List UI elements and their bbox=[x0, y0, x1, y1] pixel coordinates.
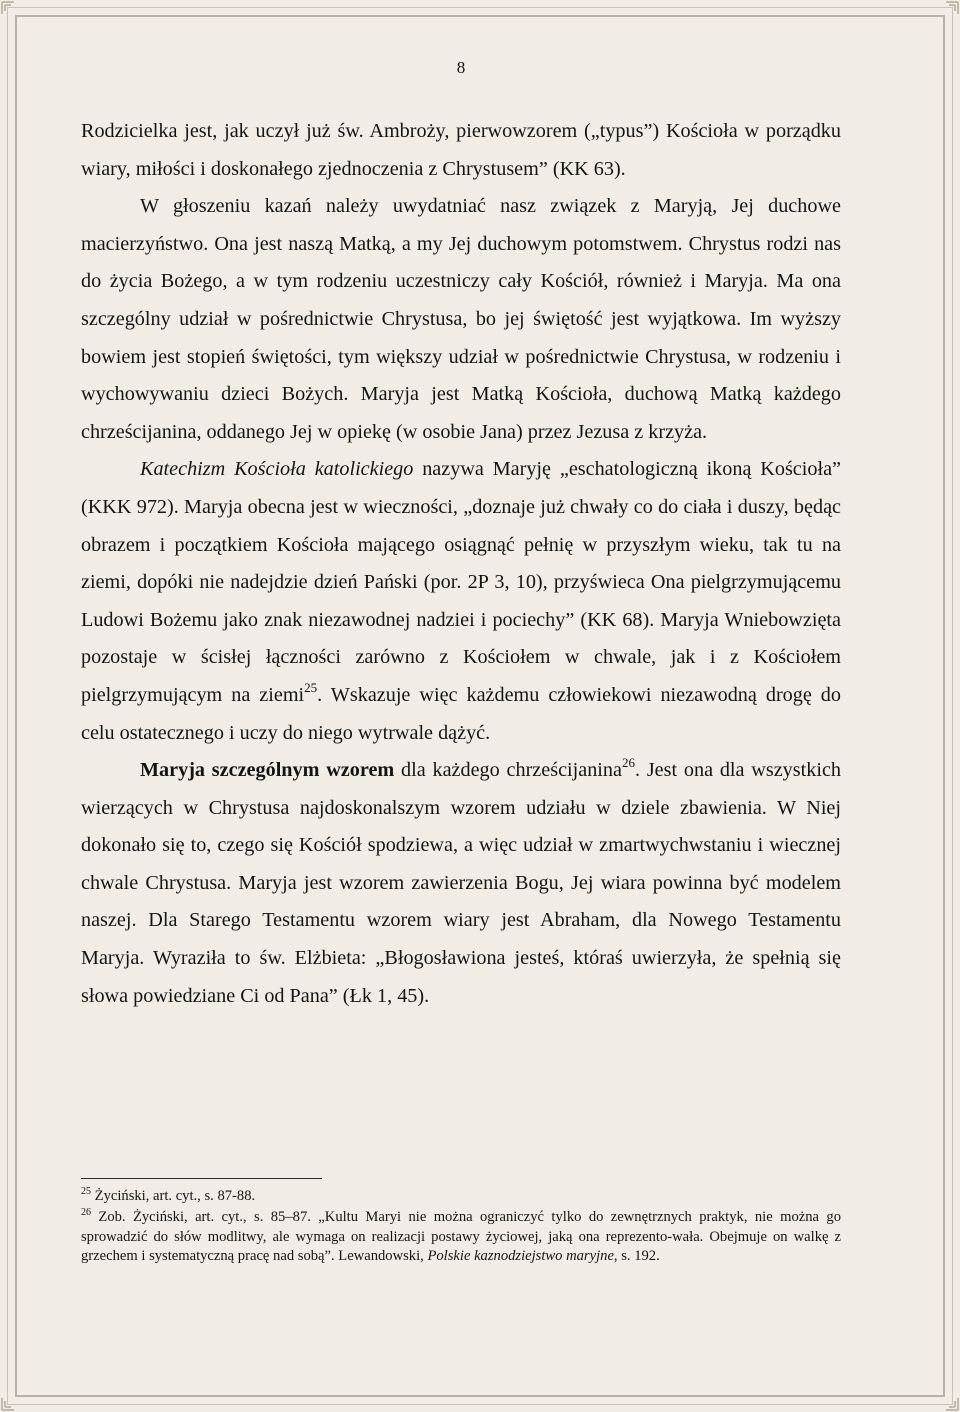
paragraph-2: W głoszeniu kazań należy uwydatniać nasz związek z Maryją, Jej duchowe macierzyństwo. Ona jest naszą Matką, a my Jej duchowym potomstwem. Chrystus rodzi nas do życia Bożego, a w tym rodzeniu uczestniczy cały Kościół, również i Maryja. Ma ona szczególny udział w pośrednictwie Chrystusa, bo jej świętość jest wyjątkowa. Im wyższy bowiem jest stopień świętości, tym większy udział w pośrednictwie Chrystusa, w rodzeniu i wychowywaniu dzieci Bożych. Maryja jest Matką Kościoła, duchową Matką każdego chrześcijanina, oddanego Jej w opiekę (w osobie Jana) przez Jezusa z krzyża. bbox=[81, 195, 841, 443]
footnote-ref-25[interactable]: 25 bbox=[304, 679, 318, 695]
footnote-number: 26 bbox=[81, 1206, 91, 1218]
corner-ornament bbox=[934, 0, 960, 26]
footnote-text: Zob. Życiński, art. cyt., s. 85–87. „Kultu Maryi nie można ograniczyć tylko do zewnętrznych praktyk, nie można go sprowadzić do słów modlitwy, ale wymaga on realizacji postawy życiowej, jaką ona reprezento-wała. Obejmuje on walkę z grzechem i systematyczną pracę nad sobą”. Lewandowski, bbox=[81, 1208, 841, 1265]
paragraph-3 bbox=[81, 451, 841, 752]
corner-ornament bbox=[0, 1386, 26, 1412]
corner-ornament bbox=[934, 1386, 960, 1412]
paragraph-3-text: nazywa Maryję „eschatologiczną ikoną Kościoła” (KKK 972). Maryja obecna jest w wieczności, „doznaje już chwały co do ciała i duszy, będąc obrazem i początkiem Kościoła mającego osiągnąć pełnię w przyszłym wieku, tak tu na ziemi, dopóki nie nadejdzie dzień Pański (por. 2P 3, 10), przyświeca Ona pielgrzymującemu Ludowi Bożemu jako znak niezawodnej nadziei i pociechy” (KK 68). Maryja Wniebowzięta pozostaje w ścisłej łączności zarówno z Kościołem w chwale, jak i z Kościołem pielgrzymującym na ziemi bbox=[81, 458, 841, 706]
paragraph-3-text-end: . Wskazuje więc każdemu człowiekowi niezawodną drogę do celu ostatecznego i uczy do niego wytrwale dążyć. bbox=[81, 683, 841, 744]
footnotes bbox=[81, 1187, 841, 1268]
footnote-text: Życiński, art. cyt., s. 87-88. bbox=[91, 1188, 256, 1204]
footnote-26 bbox=[81, 1208, 841, 1267]
paragraph-4-text: dla każdego chrześcijanina bbox=[394, 759, 622, 782]
paragraph-1: Rodzicielka jest, jak uczył już św. Ambroży, pierwowzorem („typus”) Kościoła w porządku wiary, miłości i doskonałego zjednoczenia z Chrystusem” (KK 63). bbox=[81, 120, 841, 180]
paragraph-4-text-end: . Jest ona dla wszystkich wierzących w Chrystusa najdoskonalszym wzorem udziału w dziele zbawienia. W Niej dokonało się to, czego się Kościół spodziewa, a więc udział w zmartwychwstaniu i wiecznej chwale Chrystusa. Maryja jest wzorem zawierzenia Bogu, Jej wiara powinna być modelem naszej. Dla Starego Testamentu wzorem wiary jest Abraham, dla Nowego Testamentu Maryja. Wyraziła to św. Elżbieta: „Błogosławiona jesteś, któraś uwierzyła, że spełnią się słowa powiedziane Ci od Pana” (Łk 1, 45). bbox=[81, 759, 841, 1007]
paragraph-4 bbox=[81, 752, 841, 1015]
footnote-number: 25 bbox=[81, 1186, 91, 1197]
cited-book-title: Polskie kaznodziejstwo maryjne bbox=[427, 1248, 614, 1265]
footnote-separator bbox=[81, 1178, 322, 1179]
body-text bbox=[81, 113, 841, 1015]
catechism-title: Katechizm Kościoła katolickiego bbox=[140, 458, 414, 481]
corner-ornament bbox=[0, 0, 26, 26]
footnote-text-end: , s. 192. bbox=[613, 1248, 660, 1265]
footnote-25 bbox=[81, 1187, 841, 1207]
section-heading-inline: Maryja szczególnym wzorem bbox=[140, 759, 395, 782]
page-number: 8 bbox=[456, 58, 466, 77]
footnote-ref-26[interactable]: 26 bbox=[621, 755, 635, 771]
